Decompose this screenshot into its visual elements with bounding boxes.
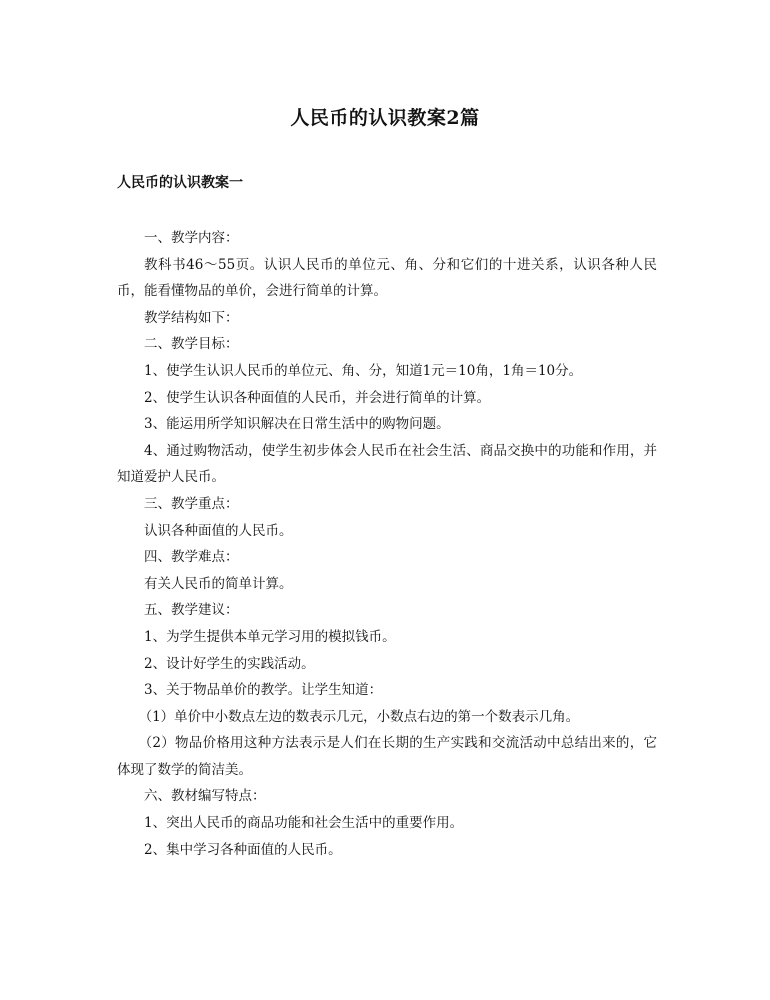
paragraph-goals-heading: 二、教学目标： [144, 336, 239, 353]
paragraph-suggestions-heading: 五、教学建议： [144, 602, 239, 619]
paragraph-suggestion-3: 3、关于物品单价的教学。让学生知道： [144, 682, 383, 699]
paragraph-goal-3: 3、能运用所学知识解决在日常生活中的购物问题。 [144, 416, 450, 433]
paragraph-feature-2: 2、集中学习各种面值的人民币。 [144, 841, 342, 858]
paragraph-goal-4: 4、通过购物活动，使学生初步体会人民币在社会生活、商品交换中的功能和作用，并知道爱护人民币。 [117, 442, 657, 486]
paragraph-sub-point-1: （1）单价中小数点左边的数表示几元，小数点右边的第一个数表示几角。 [138, 708, 580, 725]
paragraph-feature-1: 1、突出人民币的商品功能和社会生活中的重要作用。 [144, 815, 464, 832]
paragraph-difficulties-heading: 四、教学难点： [144, 549, 239, 566]
document-title: 人民币的认识教案2篇 [290, 107, 480, 129]
paragraph-key-points: 认识各种面值的人民币。 [144, 522, 293, 539]
paragraph-sub-point-2: （2）物品价格用这种方法表示是人们在长期的生产实践和交流活动中总结出来的，它体现了数学的简洁美。 [117, 735, 657, 778]
paragraph-suggestion-2: 2、设计好学生的实践活动。 [144, 655, 315, 672]
paragraph-structure: 教学结构如下： [144, 309, 239, 326]
document-body [117, 225, 657, 863]
paragraph-teaching-content-heading: 一、教学内容： [144, 230, 239, 246]
paragraph-teaching-content: 教科书46～55页。认识人民币的单位元、角、分和它们的十进关系，认识各种人民币，能看懂物品的单价，会进行简单的计算。 [117, 256, 657, 300]
paragraph-features-heading: 六、教材编写特点： [144, 788, 266, 805]
paragraph-difficulties: 有关人民币的简单计算。 [144, 575, 293, 592]
paragraph-goal-2: 2、使学生认识各种面值的人民币，并会进行简单的计算。 [144, 389, 491, 406]
paragraph-key-points-heading: 三、教学重点： [144, 495, 239, 512]
section-heading: 人民币的认识教案一 [117, 175, 243, 191]
paragraph-goal-1: 1、使学生认识人民币的单位元、角、分，知道1元＝10角，1角＝10分。 [144, 362, 583, 379]
paragraph-suggestion-1: 1、为学生提供本单元学习用的模拟钱币。 [144, 628, 396, 645]
